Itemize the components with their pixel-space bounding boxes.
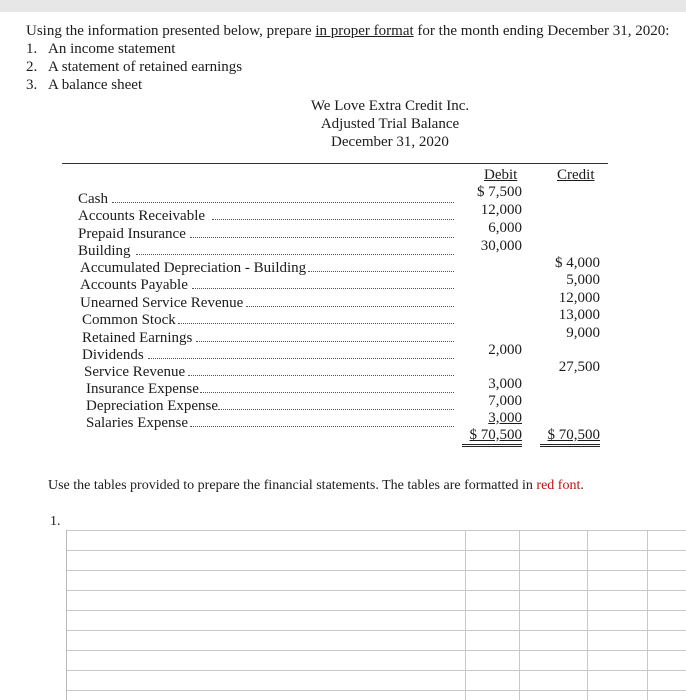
table-column-rule [465,530,466,700]
leader-dots [190,236,454,238]
table-rule [67,550,686,551]
debit-value: 12,000 [480,202,522,218]
table-column-rule [519,530,520,700]
account-name: Cash [78,191,108,207]
credit-column-header: Credit [557,167,595,183]
leader-dots [148,357,454,359]
debit-value: 30,000 [480,238,522,254]
trial-balance-header [270,97,510,151]
table-rule [67,690,686,691]
debit-value: 7,000 [488,393,522,409]
leader-dots [190,425,454,427]
header-rule [62,163,608,164]
account-name: Building [78,243,131,259]
leader-dots [196,340,454,342]
table-column-rule [647,530,648,700]
debit-value: 3,000 [488,376,522,392]
debit-value: 3,000 [488,410,522,426]
instructions: Use the tables provided to prepare the financial statements. The tables are formatted in red font. [48,478,584,493]
leader-dots [218,408,454,410]
leader-dots [136,253,454,255]
debit-total: $ 70,500 [462,427,522,447]
table-rule [67,610,686,611]
account-name: Accumulated Depreciation - Building [80,260,307,276]
answer-table [66,530,686,700]
table-rule [67,670,686,671]
debit-value: $ 7,500 [477,184,522,200]
account-name: Retained Earnings [82,330,193,346]
account-name: Salaries Expense [86,415,189,431]
leader-dots [178,322,454,324]
company-name: We Love Extra Credit Inc. [310,98,470,114]
list-item: 2. A statement of retained earnings [26,59,243,75]
credit-value: 9,000 [566,325,600,341]
account-name: Unearned Service Revenue [80,295,244,311]
account-name: Prepaid Insurance [78,226,186,242]
debit-column-header: Debit [484,167,518,183]
account-name: Service Revenue [84,364,186,380]
account-name: Accounts Payable [80,277,188,293]
credit-value: 13,000 [558,307,600,323]
leader-dots [212,218,454,220]
question-intro [26,22,669,94]
credit-value: 5,000 [566,272,600,288]
red-font-note: red font [536,478,581,493]
account-name: Common Stock [82,312,176,328]
table-rule [67,590,686,591]
table-column-rule [587,530,588,700]
credit-value: 12,000 [558,290,600,306]
leader-dots [112,201,454,203]
account-name: Accounts Receivable [78,208,206,224]
leader-dots [188,374,454,376]
task-list [26,40,669,94]
report-title: Adjusted Trial Balance [320,116,460,132]
leader-dots [246,305,454,307]
table-rule [67,570,686,571]
table-rule [67,630,686,631]
answer-label: 1. [50,514,61,529]
account-name: Insurance Expense [86,381,199,397]
debit-value: 2,000 [488,342,522,358]
credit-value: 27,500 [558,359,600,375]
list-item: 3. A balance sheet [26,77,143,93]
account-name: Depreciation Expense [86,398,219,414]
underlined-phrase: in proper format [315,23,414,39]
leader-dots [192,287,454,289]
leader-dots [308,270,454,272]
list-item: 1. An income statement [26,41,176,57]
report-date: December 31, 2020 [331,134,449,150]
top-bar [0,0,686,12]
account-name: Dividends [82,347,144,363]
credit-value: $ 4,000 [555,255,600,271]
credit-total: $ 70,500 [540,427,600,447]
question-text: Using the information presented below, prepare in proper format for the month ending December 31, 2020: [26,23,670,39]
debit-value: 6,000 [488,220,522,236]
leader-dots [200,391,454,393]
table-rule [67,650,686,651]
table-rule [67,530,686,531]
